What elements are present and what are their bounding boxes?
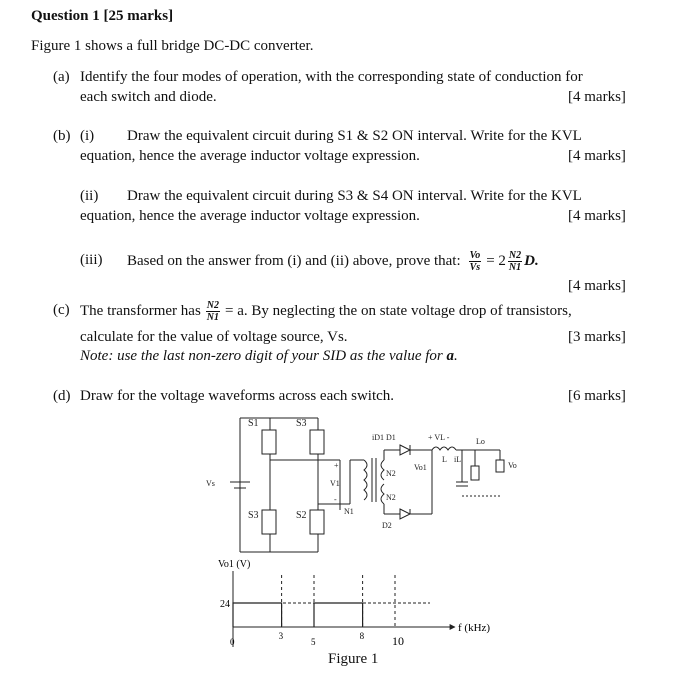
n2-n1-fraction [508,250,522,273]
x-tick-label: 10 [392,634,404,648]
part-b-i-line2: equation, hence the average inductor voltage expression. [80,148,420,164]
plus-sign: + [334,461,339,470]
figure-caption: Figure 1 [328,651,379,667]
fraction-numerator: N2 [206,299,220,311]
x-tick-label: 3 [278,631,284,641]
part-b-i-line1: Draw the equivalent circuit during S1 & S2 ON interval. Write for the KVL [127,128,582,144]
n2-top-label: N2 [386,469,396,478]
d1-label: iD1 D1 [372,433,396,442]
part-d-text: Draw for the voltage waveforms across each switch. [80,388,395,404]
s3-bottom-label: S3 [248,510,259,521]
x-tick-label: 5 [311,637,316,647]
part-b-iii-line [127,244,539,278]
fraction-numerator: Vo [469,249,481,261]
equation-tail: D. [524,252,539,269]
bridge-circuit-diagram [200,410,530,560]
question-heading: Question 1 [25 marks] [31,8,174,24]
l-label: L [442,455,447,464]
part-b-ii-line2: equation, hence the average inductor voltage expression. [80,208,420,224]
part-b-ii-label: (ii) [80,188,99,204]
part-c-line2: calculate for the value of voltage source, Vs. [80,329,348,345]
part-d-marks: [6 marks] [568,388,626,404]
vl-label: + VL - [428,433,450,442]
equation-equals: = 2 [486,252,506,269]
fraction-denominator: Vs [469,261,481,273]
part-c-text-a: The transformer has [80,302,201,319]
note-variable: a [446,348,454,364]
part-b-i-marks: [4 marks] [568,148,626,164]
note-end: . [453,348,458,364]
s3-top-label: S3 [296,418,307,429]
part-a-line2: each switch and diode. [80,89,217,105]
part-c-marks: [3 marks] [568,329,626,345]
part-b-ii-marks: [4 marks] [568,208,626,224]
vo-label: Vo [508,461,517,470]
part-c-text-b: = a. By neglecting the on state voltage drop of transistors, [225,302,572,319]
part-b-iii-text: Based on the answer from (i) and (ii) above, prove that: [127,252,461,269]
fraction-numerator: N2 [508,249,522,261]
part-c-label: (c) [53,302,70,318]
intro-text: Figure 1 shows a full bridge DC-DC converter. [31,38,314,54]
part-c-line1 [80,294,572,328]
part-d-label: (d) [53,388,71,404]
part-a-label: (a) [53,69,70,85]
part-b-iii-label: (iii) [80,252,103,268]
y-tick-label: 24 [220,599,230,610]
minus-sign: - [334,495,337,504]
x-tick-label: 8 [359,631,365,641]
waveform-chart [200,555,520,655]
n1-label: N1 [344,507,354,516]
il-label: iL [454,455,462,464]
x-axis-label: f (kHz) [458,622,491,634]
part-b-ii-line1: Draw the equivalent circuit during S3 & S4 ON interval. Write for the KVL [127,188,582,204]
fraction-denominator: N1 [508,261,522,273]
waveform-pulse [233,603,282,627]
part-c-note [80,348,458,365]
lo-label: Lo [476,437,485,446]
s2-label: S2 [296,510,307,521]
x-tick-label: 0 [230,637,235,647]
vo-vs-fraction [469,250,482,273]
part-b-label: (b) [53,128,71,144]
note-text: Note: use the last non-zero digit of your SID as the value for [80,348,443,364]
part-b-i-label: (i) [80,128,95,144]
part-a-marks: [4 marks] [568,89,626,105]
waveform-pulse [314,603,363,627]
y-axis-label: Vo1 (V) [218,559,251,570]
part-b-iii-marks: [4 marks] [568,278,626,294]
v1-label: V1 [330,479,340,488]
part-a-line1: Identify the four modes of operation, with the corresponding state of conduction for [80,69,583,85]
vs-label: Vs [206,479,215,488]
n2-bottom-label: N2 [386,493,396,502]
d2-label: D2 [382,521,392,530]
n2-n1-fraction [206,300,220,323]
fraction-denominator: N1 [206,311,220,323]
vo1-label: Vo1 [414,463,427,472]
s1-label: S1 [248,418,259,429]
